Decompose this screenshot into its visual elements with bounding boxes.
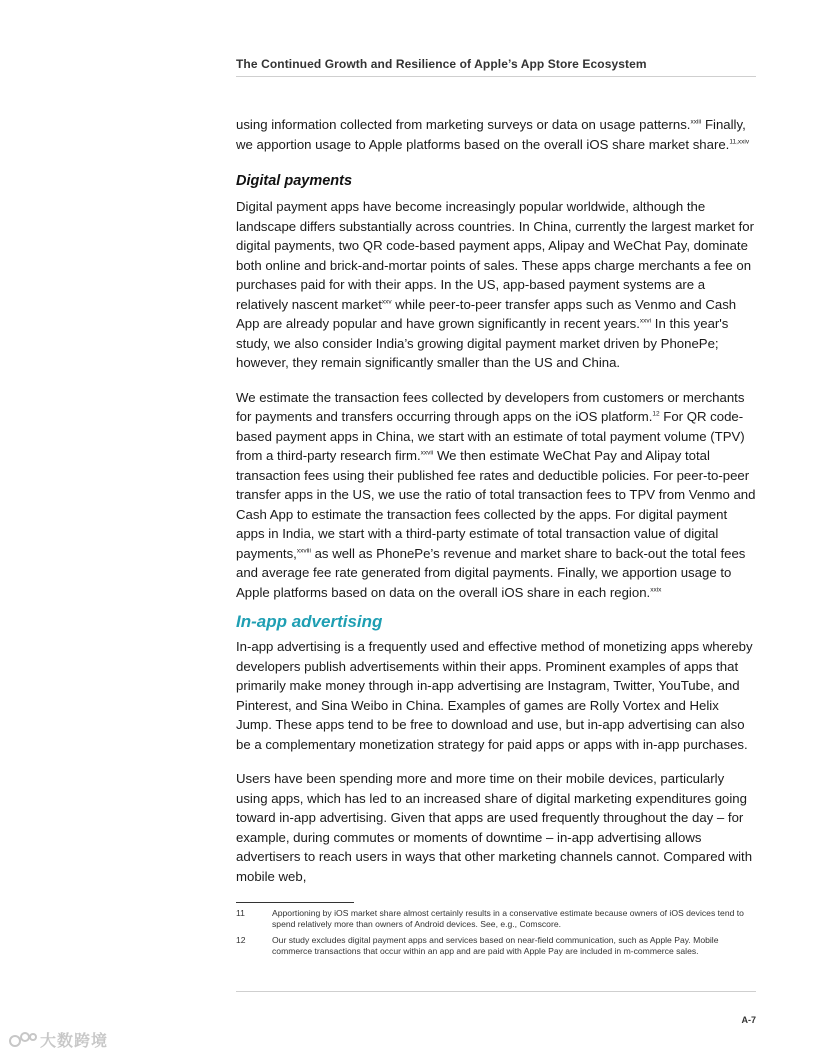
digital-payments-paragraph-2: We estimate the transaction fees collected by developers from customers or merchants for payments and transfers occurring through apps on the iOS platform.$^{12}$ For QR code-based payment apps in China, we start with an estimate of total payment volume (TPV) from a third-party research firm.$^{xxvii}$ We then estimate WeChat Pay and Alipay total transaction fees using their published fee rates and deductible policies. For peer-to-peer transfer apps in the US, we use the ratio of total transaction fees to TPV from Venmo and Cash App to estimate the transaction fees collected by the apps. For digital payment apps in India, we start with a third-party estimate of total transaction value of digital payments,$^{xxviii}$ as well as PhonePe’s revenue and market share to back-out the total fees and average fee rate generated from digital payments. Finally, we apportion usage to Apple platforms based on data on the overall iOS share in each region.$^{xxix}$ <box>236 389 756 600</box>
endnote-ref: xxviii <box>296 547 311 555</box>
footnote-ref: 11,xxiv <box>729 138 750 146</box>
footnote-number: 11 <box>236 908 245 918</box>
footnotes <box>236 908 756 962</box>
intro-paragraph: using information collected from marketing surveys or data on usage patterns.$^{xxiii}$ Finally, we apportion usage to Apple platforms based on the overall iOS share market share.$^{11,xxiv}$ <box>236 117 750 152</box>
main-content <box>236 115 758 886</box>
bottom-divider <box>236 991 756 992</box>
endnote-ref: xxvii <box>420 449 434 457</box>
footnote-divider <box>236 902 354 903</box>
footnote-text: Our study excludes digital payment apps and services based on near-field communication, such as Apple Pay. Mobile commerce transactions that occur within an app and are paid with Apple Pay are included in m-commerce sales. <box>272 935 719 956</box>
in-app-advertising-paragraph-2: Users have been spending more and more time on their mobile devices, particularly using apps, which has led to an increased share of digital marketing expenditures going toward in-app advertising. Given that apps are used frequently throughout the day – for example, during commutes or moments of downtime – in-app advertising allows advertisers to reach users in ways that other marketing channels cannot. Compared with mobile web, <box>236 771 753 884</box>
running-header <box>236 57 756 77</box>
footnote-text: Apportioning by iOS market share almost certainly results in a conservative estimate because owners of iOS devices tend to spend relatively more than owners of Android devices. See, e.g., Comscore. <box>272 908 744 929</box>
footnote <box>236 908 756 929</box>
in-app-advertising-paragraph-1: In-app advertising is a frequently used and effective method of monetizing apps whereby developers publish advertisements within their apps. Prominent examples of apps that primarily make money through in-app advertising are Instagram, Twitter, YouTube, and Pinterest, and Sina Weibo in China. Examples of games are Rolly Vortex and Helix Jump. These apps tend to be free to download and use, but in-app advertising can also be a complementary monetization strategy for paid apps or apps with in-app purchases. <box>236 639 753 752</box>
digital-payments-paragraph-1: Digital payment apps have become increasingly popular worldwide, although the landscape differs substantially across countries. In China, currently the largest market for digital payments, two QR code-based payment apps, Alipay and WeChat Pay, dominate both online and brick-and-mortar points of sales. These apps charge merchants a fee on purchases paid for with their apps. In the US, app-based payment systems are a relatively nascent market$^{xxv}$ while peer-to-peer transfer apps such as Venmo and Cash App are already popular and have grown significantly in recent years.$^{xxvi}$ In this year's study, we also consider India’s growing digital payment market driven by PhonePe; however, they remain significantly smaller than the US and China. <box>236 199 754 370</box>
endnote-ref: xxiii <box>690 118 702 126</box>
section-heading-in-app-advertising: In-app advertising <box>236 612 383 631</box>
footnote-ref: 12 <box>652 410 660 418</box>
header-title: The Continued Growth and Resilience of Apple’s App Store Ecosystem <box>236 57 647 71</box>
endnote-ref: xxv <box>381 298 392 306</box>
section-heading-digital-payments: Digital payments <box>236 173 353 189</box>
watermark-text: 大数跨境 <box>40 1033 109 1050</box>
watermark <box>8 1028 108 1051</box>
endnote-ref: xxvi <box>639 317 652 325</box>
footnote-number: 12 <box>236 935 246 945</box>
endnote-ref: xxix <box>650 586 662 594</box>
watermark-logo-icon <box>8 1030 38 1050</box>
footnote <box>236 935 756 956</box>
page-number: A-7 <box>741 1015 756 1025</box>
